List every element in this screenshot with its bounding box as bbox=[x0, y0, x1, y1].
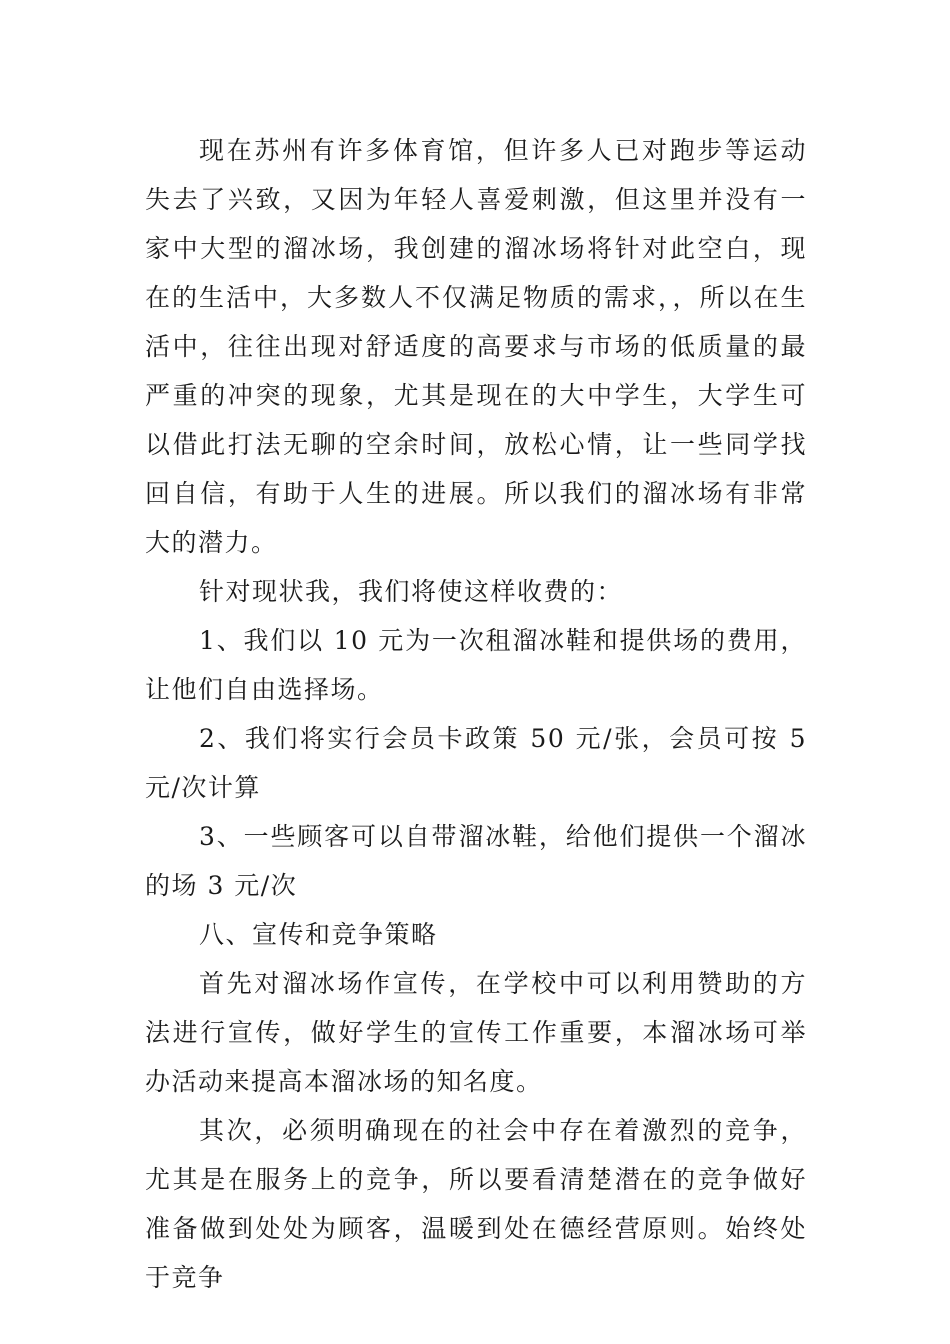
paragraph-pricing-intro: 针对现状我，我们将使这样收费的： bbox=[199, 577, 624, 606]
paragraph-pricing-item-3: 3、一些顾客可以自带溜冰鞋，给他们提供一个溜冰的场 3 元/次 bbox=[145, 822, 807, 900]
section-heading-promotion: 八、宣传和竞争策略 bbox=[199, 920, 438, 949]
paragraph-pricing-item-1: 1、我们以 10 元为一次租溜冰鞋和提供场的费用，让他们自由选择场。 bbox=[145, 626, 807, 704]
paragraph-competition: 其次，必须明确现在的社会中存在着激烈的竞争，尤其是在服务上的竞争，所以要看清楚潜在的竞争做好准备做到处处为顾客，温暖到处在德经营原则。始终处于竞争 bbox=[145, 1116, 807, 1292]
paragraph-promotion: 首先对溜冰场作宣传，在学校中可以利用赞助的方法进行宣传，做好学生的宣传工作重要，本溜冰场可举办活动来提高本溜冰场的知名度。 bbox=[145, 969, 807, 1096]
paragraph-market-analysis: 现在苏州有许多体育馆，但许多人已对跑步等运动失去了兴致，又因为年轻人喜爱刺激，但这里并没有一家中大型的溜冰场，我创建的溜冰场将针对此空白，现在的生活中，大多数人不仅满足物质的需求，，所以在生活中，往往出现对舒适度的高要求与市场的低质量的最严重的冲突的现象，尤其是现在的大中学生，大学生可以借此打法无聊的空余时间，放松心情，让一些同学找回自信，有助于人生的进展。所以我们的溜冰场有非常大的潜力。 bbox=[145, 136, 807, 557]
document-body bbox=[145, 126, 807, 1302]
paragraph-pricing-item-2: 2、我们将实行会员卡政策 50 元/张，会员可按 5 元/次计算 bbox=[145, 724, 807, 802]
